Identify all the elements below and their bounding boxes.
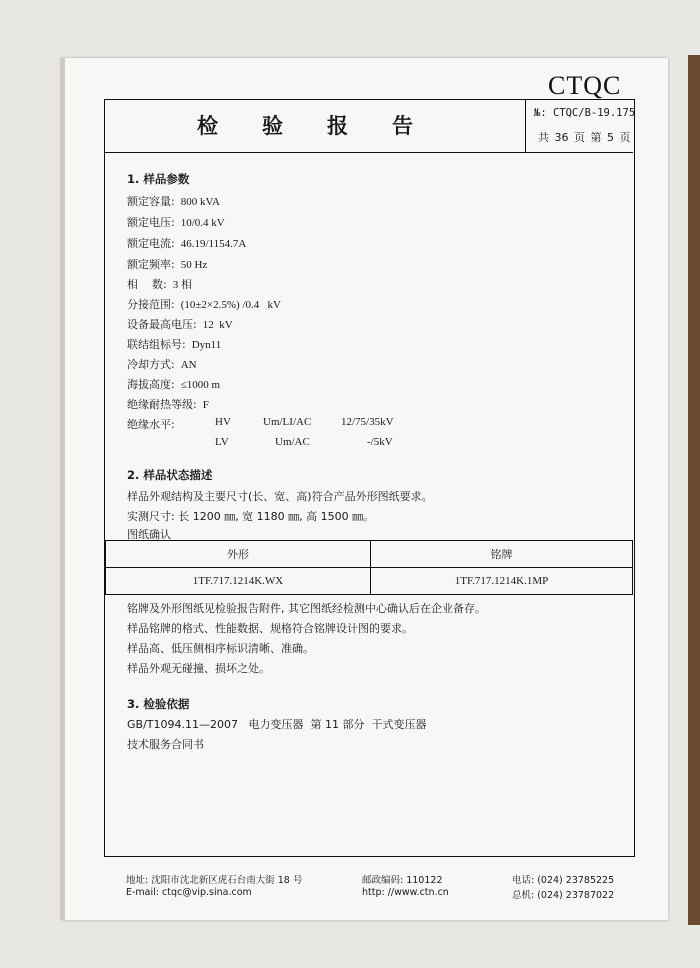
- param-line: [127, 356, 197, 372]
- table-row: [106, 568, 633, 595]
- drawing-confirm-table: [105, 540, 633, 595]
- param-label: 额定容量:: [127, 195, 175, 208]
- book-spine: [688, 55, 700, 925]
- insulation-value: -/5kV: [367, 436, 393, 448]
- note-line: 样品高、低压侧相序标识清晰、准确。: [127, 642, 314, 655]
- insulation-type: Um/LI/AC: [263, 416, 312, 428]
- param-label: 额定电压:: [127, 216, 175, 229]
- param-label: 相 数:: [127, 278, 167, 291]
- param-label: 联结组标号:: [127, 338, 186, 351]
- param-value: 3 相: [172, 279, 192, 291]
- page-binding-edge: [60, 58, 65, 920]
- param-label: 额定电流:: [127, 237, 175, 250]
- section-heading: 1. 样品参数: [127, 172, 190, 186]
- footer-fax: 总机: (024) 23787022: [512, 890, 615, 901]
- title-char: 告: [392, 114, 413, 138]
- title-char: 报: [327, 114, 348, 138]
- title-char: 检: [197, 114, 218, 138]
- title-row: [105, 100, 636, 153]
- footer-postcode: 邮政编码: 110122: [362, 875, 443, 886]
- param-line: [127, 396, 209, 412]
- param-line: [127, 235, 246, 251]
- footer-website: http: //www.ctn.cn: [362, 887, 449, 898]
- description-line: 实测尺寸: 长 1200 ㎜, 宽 1180 ㎜, 高 1500 ㎜。: [127, 510, 375, 523]
- param-value: 10/0.4 kV: [180, 217, 225, 229]
- param-value: 50 Hz: [180, 259, 208, 271]
- table-cell: 1TF.717.1214K.1MP: [371, 568, 633, 595]
- basis-line: 技术服务合同书: [127, 738, 204, 751]
- table-cell: 1TF.717.1214K.WX: [106, 568, 371, 595]
- param-value: 12 kV: [202, 319, 233, 331]
- param-line: [127, 214, 225, 230]
- param-line: [127, 276, 192, 292]
- section-heading: 3. 检验依据: [127, 697, 190, 711]
- param-value: 800 kVA: [180, 196, 220, 208]
- insulation-side: LV: [215, 436, 229, 448]
- param-value: F: [202, 399, 209, 411]
- section-heading: 2. 样品状态描述: [127, 468, 213, 482]
- insulation-value: 12/75/35kV: [341, 416, 394, 428]
- report-frame: [104, 99, 635, 857]
- table-row: [106, 541, 633, 568]
- description-line: 图纸确认: [127, 528, 171, 541]
- table-header-cell: 铭牌: [371, 541, 633, 568]
- param-value: 46.19/1154.7A: [180, 238, 247, 250]
- report-number: №: CTQC/B-19.175: [534, 107, 636, 119]
- param-value: Dyn11: [191, 339, 222, 351]
- description-line: 样品外观结构及主要尺寸(长、宽、高)符合产品外形图纸要求。: [127, 490, 433, 503]
- param-value: (10±2×2.5%) /0.4 kV: [180, 299, 281, 311]
- param-label: 冷却方式:: [127, 358, 175, 371]
- param-line: [127, 316, 233, 332]
- param-label: 分接范围:: [127, 298, 175, 311]
- title-char: 验: [262, 114, 283, 138]
- note-line: 铭牌及外形图纸见检验报告附件, 其它图纸经检测中心确认后在企业备存。: [127, 602, 486, 615]
- param-line: [127, 336, 221, 352]
- param-line: [127, 296, 281, 312]
- footer-email: E-mail: ctqc@vip.sina.com: [126, 887, 252, 898]
- insulation-type: Um/AC: [275, 436, 310, 448]
- param-value: ≤1000 m: [180, 379, 221, 391]
- insulation-label: 绝缘水平:: [127, 418, 175, 431]
- insulation-side: HV: [215, 416, 231, 428]
- param-label: 额定频率:: [127, 258, 175, 271]
- param-line: [127, 193, 220, 209]
- param-value: AN: [180, 359, 197, 371]
- report-info-cell: [525, 100, 634, 152]
- param-label: 绝缘耐热等级:: [127, 398, 197, 411]
- page-info: 共 36 页 第 5 页: [538, 131, 631, 144]
- table-header-cell: 外形: [106, 541, 371, 568]
- report-title: [105, 110, 525, 140]
- param-label: 海拔高度:: [127, 378, 175, 391]
- footer-address: 地址: 沈阳市沈北新区虎石台南大街 18 号: [126, 875, 303, 886]
- param-line: [127, 256, 207, 272]
- param-line: [127, 376, 220, 392]
- note-line: 样品铭牌的格式、性能数据、规格符合铭牌设计图的要求。: [127, 622, 413, 635]
- brand-logo-text: CTQC: [548, 71, 622, 100]
- footer-phone: 电话: (024) 23785225: [512, 875, 615, 886]
- basis-line: GB/T1094.11—2007 电力变压器 第 11 部分 干式变压器: [127, 718, 427, 731]
- note-line: 样品外观无碰撞、损坏之处。: [127, 662, 270, 675]
- param-label: 设备最高电压:: [127, 318, 197, 331]
